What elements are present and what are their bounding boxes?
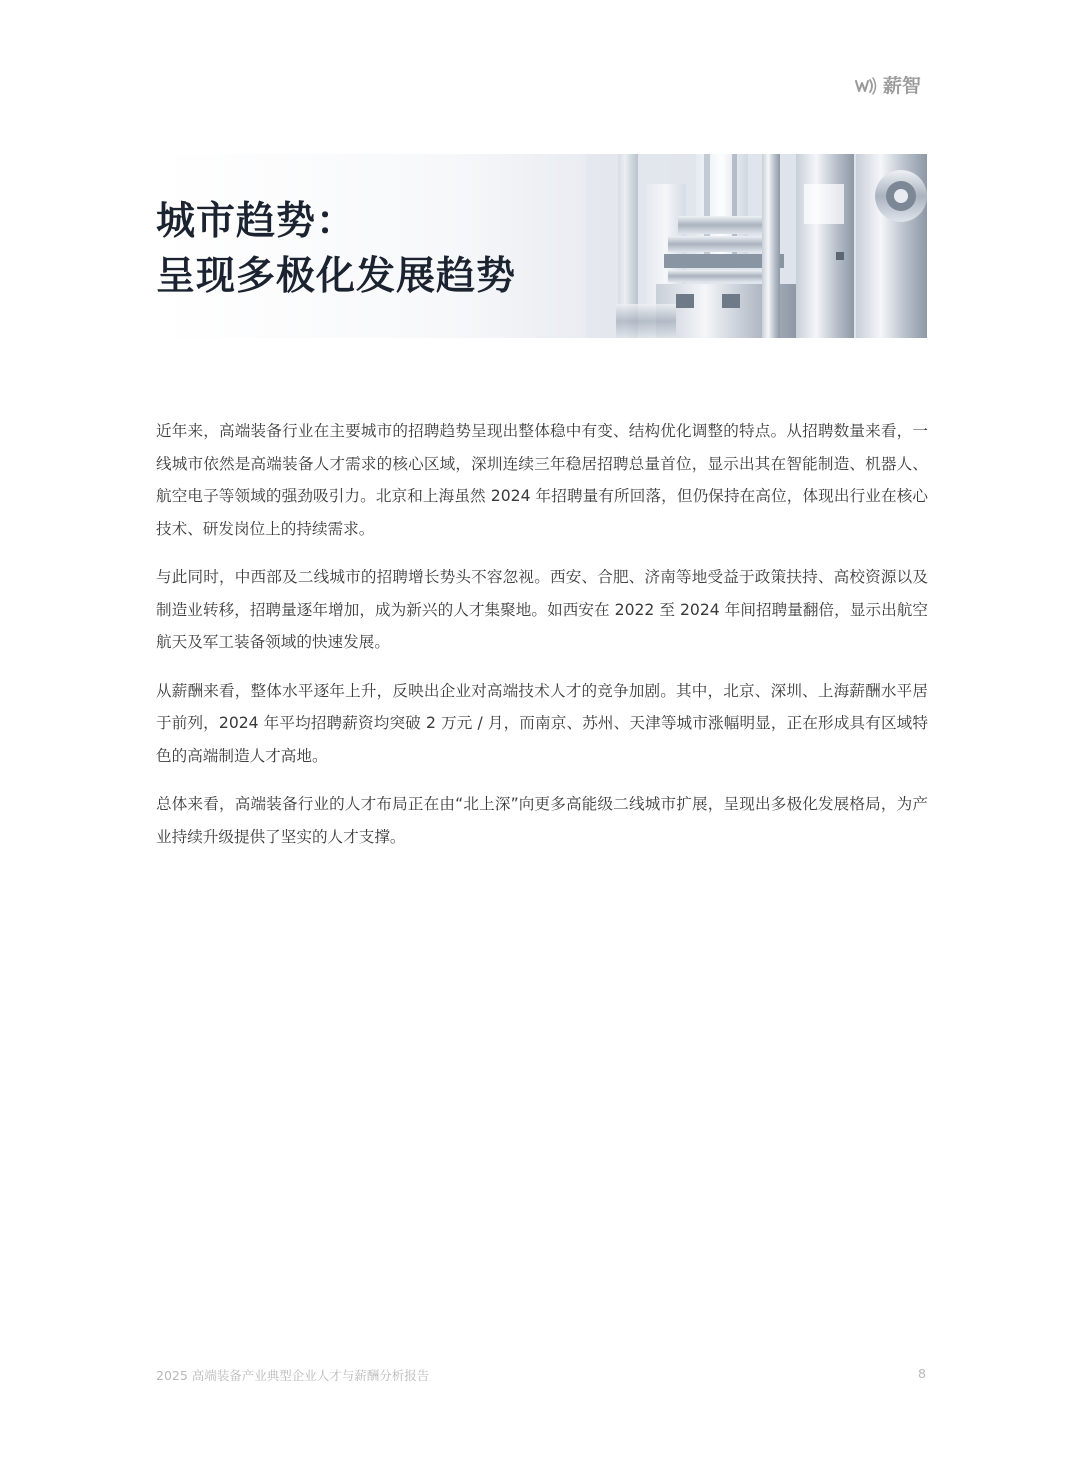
paragraph: 从薪酬来看，整体水平逐年上升，反映出企业对高端技术人才的竞争加剧。其中，北京、深圳、上海薪酬水平居于前列，2024 年平均招聘薪资均突破 2 万元 / 月，而南京、苏州、天津等城市涨幅明显，正在形成具有区域特色的高端制造人才高地。 [156,681,928,765]
footer-report-title: 2025 高端装备产业典型企业人才与薪酬分析报告 [156,1368,430,1383]
paragraph: 总体来看，高端装备行业的人才布局正在由“北上深”向更多高能级二线城市扩展，呈现出多极化发展格局，为产业持续升级提供了坚实的人才支撑。 [156,795,928,846]
title-line-2: 呈现多极化发展趋势 [156,254,517,299]
hero-banner [156,154,927,338]
brand-logo [855,72,930,100]
logo-text: 薪智 [883,75,922,97]
title-line-1: 城市趋势： [156,199,357,244]
paragraph: 与此同时，中西部及二线城市的招聘增长势头不容忽视。西安、合肥、济南等地受益于政策扶持、高校资源以及制造业转移，招聘量逐年增加，成为新兴的人才集聚地。如西安在 2022 至 2024 年间招聘量翻倍，显示出航空航天及军工装备领域的快速发展。 [156,568,928,651]
page-number: 8 [918,1366,926,1381]
page-title [156,194,516,304]
article-body [156,415,928,869]
paragraph: 近年来，高端装备行业在主要城市的招聘趋势呈现出整体稳中有变、结构优化调整的特点。从招聘数量来看，一线城市依然是高端装备人才需求的核心区域，深圳连续三年稳居招聘总量首位，显示出其在智能制造、机器人、航空电子等领域的强劲吸引力。北京和上海虽然 2024 年招聘量有所回落，但仍保持在高位，体现出行业在核心技术、研发岗位上的持续需求。 [156,422,928,538]
wave-mark-icon [855,77,877,95]
